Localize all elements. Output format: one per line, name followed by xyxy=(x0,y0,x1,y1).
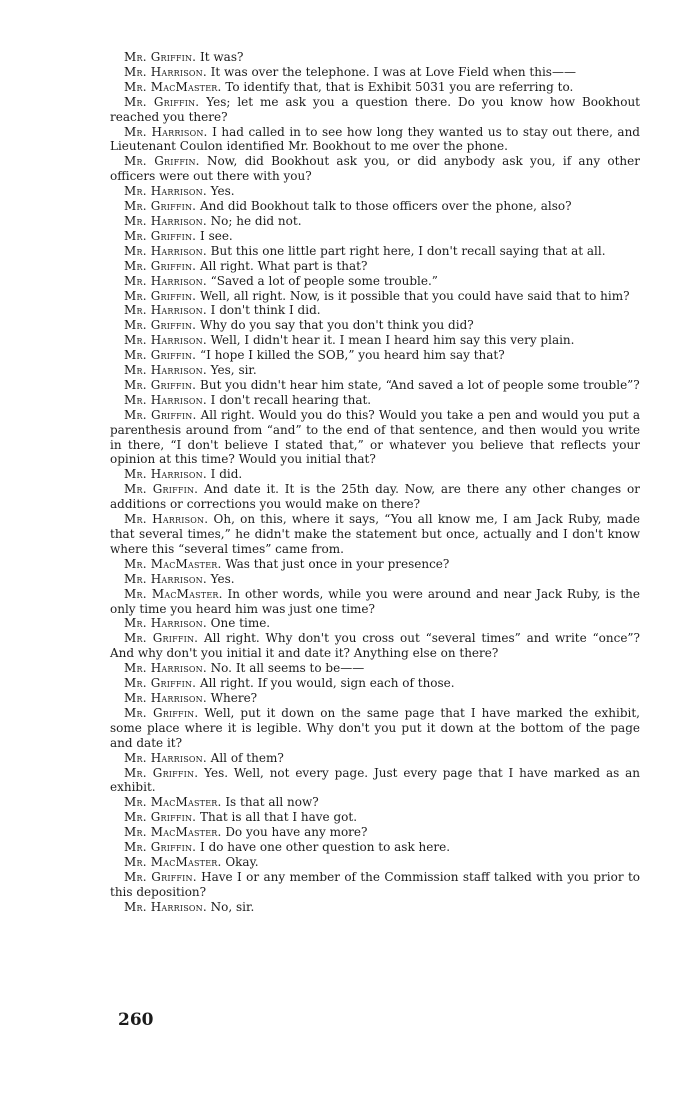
speech-text: And date it. It is the 25th day. Now, are there any other changes or additions or corrections you would make on there? xyxy=(110,482,640,512)
speech-text: All right. If you would, sign each of those. xyxy=(200,676,455,691)
speaker-name: Mr. MacMaster. xyxy=(124,825,222,840)
transcript-paragraph xyxy=(110,303,640,318)
transcript-paragraph xyxy=(110,318,640,333)
transcript-paragraph xyxy=(110,50,640,65)
speech-text: Well, I didn't hear it. I mean I heard him say this very plain. xyxy=(210,333,575,348)
speech-text: It was? xyxy=(200,50,244,64)
transcript-paragraph xyxy=(110,199,640,214)
speaker-name: Mr. Harrison. xyxy=(124,333,207,348)
speaker-name: Mr. Griffin. xyxy=(124,840,197,855)
speech-text: It was over the telephone. I was at Love Field when this—— xyxy=(210,64,576,79)
transcript-paragraph xyxy=(110,512,640,557)
transcript-paragraph xyxy=(110,900,640,915)
speech-text: Do you have any more? xyxy=(225,825,368,840)
speaker-name: Mr. Griffin. xyxy=(124,377,197,392)
speech-text: Yes, sir. xyxy=(210,363,257,378)
transcript-paragraph xyxy=(110,229,640,244)
transcript-paragraph xyxy=(110,482,640,512)
speaker-name: Mr. Harrison. xyxy=(124,273,207,288)
transcript-paragraph xyxy=(110,274,640,289)
transcript-paragraph xyxy=(110,616,640,631)
speech-text: Why do you say that you don't think you did? xyxy=(200,318,474,333)
speaker-name: Mr. Griffin. xyxy=(124,631,199,646)
speaker-name: Mr. MacMaster. xyxy=(124,586,223,601)
speaker-name: Mr. Harrison. xyxy=(124,243,207,258)
transcript-paragraph xyxy=(110,706,640,751)
transcript-paragraph xyxy=(110,467,640,482)
speaker-name: Mr. Harrison. xyxy=(124,571,207,586)
transcript-paragraph xyxy=(110,289,640,304)
speaker-name: Mr. Griffin. xyxy=(124,199,197,214)
speaker-name: Mr. Harrison. xyxy=(124,661,207,676)
speech-text: That is all that I have got. xyxy=(200,810,358,825)
transcript-paragraph xyxy=(110,676,640,691)
speaker-name: Mr. Harrison. xyxy=(124,750,207,765)
speaker-name: Mr. Griffin. xyxy=(124,154,200,169)
speech-text: “Saved a lot of people some trouble.” xyxy=(210,273,438,288)
transcript-paragraph xyxy=(110,795,640,810)
transcript-paragraph xyxy=(110,184,640,199)
transcript-paragraph xyxy=(110,259,640,274)
speaker-name: Mr. Harrison. xyxy=(124,363,207,378)
speech-text: I did. xyxy=(210,467,243,482)
speaker-name: Mr. Griffin. xyxy=(124,407,197,422)
transcript-paragraph xyxy=(110,214,640,229)
speaker-name: Mr. Griffin. xyxy=(124,705,199,720)
speaker-name: Mr. Griffin. xyxy=(124,765,199,780)
speech-text: No; he did not. xyxy=(210,213,302,228)
speech-text: Well, all right. Now, is it possible that you could have said that to him? xyxy=(200,288,630,303)
speaker-name: Mr. Griffin. xyxy=(124,676,197,691)
speech-text: Where? xyxy=(210,690,258,705)
speech-text: Have I or any member of the Commission staff talked with you prior to this deposition? xyxy=(110,869,640,899)
transcript-paragraph xyxy=(110,393,640,408)
speaker-name: Mr. Harrison. xyxy=(124,184,207,199)
speaker-name: Mr. MacMaster. xyxy=(124,795,222,810)
transcript-paragraph xyxy=(110,80,640,95)
speech-text: I see. xyxy=(200,228,233,243)
speaker-name: Mr. MacMaster. xyxy=(124,854,222,869)
transcript-body xyxy=(110,50,640,915)
transcript-paragraph xyxy=(110,825,640,840)
transcript-paragraph xyxy=(110,870,640,900)
speech-text: All right. Why don't you cross out “several times” and write “once”? And why don't you initial it and date it? Anything else on there? xyxy=(110,631,640,661)
transcript-paragraph xyxy=(110,363,640,378)
transcript-paragraph xyxy=(110,751,640,766)
transcript-paragraph xyxy=(110,691,640,706)
speaker-name: Mr. Griffin. xyxy=(124,94,200,109)
speech-text: I don't recall hearing that. xyxy=(210,392,372,407)
transcript-paragraph xyxy=(110,587,640,617)
speech-text: All of them? xyxy=(210,750,284,765)
transcript-paragraph xyxy=(110,154,640,184)
speaker-name: Mr. Harrison. xyxy=(124,616,207,631)
speech-text: Is that all now? xyxy=(225,795,319,810)
transcript-paragraph xyxy=(110,333,640,348)
transcript-paragraph xyxy=(110,408,640,468)
transcript-paragraph xyxy=(110,810,640,825)
transcript-paragraph xyxy=(110,378,640,393)
speaker-name: Mr. Griffin. xyxy=(124,869,197,884)
transcript-paragraph xyxy=(110,572,640,587)
speaker-name: Mr. Harrison. xyxy=(124,392,207,407)
speaker-name: Mr. Griffin. xyxy=(124,228,197,243)
transcript-paragraph xyxy=(110,557,640,572)
speaker-name: Mr. Griffin. xyxy=(124,348,197,363)
transcript-paragraph xyxy=(110,65,640,80)
speech-text: “I hope I killed the SOB,” you heard him say that? xyxy=(200,348,505,363)
speaker-name: Mr. Harrison. xyxy=(124,690,207,705)
speech-text: To identify that, that is Exhibit 5031 you are referring to. xyxy=(225,79,574,94)
speaker-name: Mr. Griffin. xyxy=(124,258,197,273)
speaker-name: Mr. Griffin. xyxy=(124,50,197,64)
speaker-name: Mr. MacMaster. xyxy=(124,79,222,94)
speaker-name: Mr. Harrison. xyxy=(124,124,208,139)
transcript-paragraph xyxy=(110,95,640,125)
speech-text: I do have one other question to ask here. xyxy=(200,840,451,855)
speech-text: Was that just once in your presence? xyxy=(225,556,450,571)
speech-text: Okay. xyxy=(225,854,259,869)
speech-text: Oh, on this, where it says, “You all know me, I am Jack Ruby, made that several times,” he didn't make the statement but once, actually and I don't know where this “several times” came from. xyxy=(110,512,640,556)
speech-text: Yes. xyxy=(210,571,235,586)
speech-text: No. It all seems to be—— xyxy=(210,661,365,676)
transcript-paragraph xyxy=(110,348,640,363)
speaker-name: Mr. Griffin. xyxy=(124,482,199,497)
speaker-name: Mr. Harrison. xyxy=(124,899,207,914)
speech-text: Well, put it down on the same page that I have marked the exhibit, some place where it is legible. Why don't you put it down at the bottom of the page and date it? xyxy=(110,705,641,750)
transcript-paragraph xyxy=(110,661,640,676)
speech-text: No, sir. xyxy=(210,899,255,914)
transcript-paragraph xyxy=(110,766,640,796)
transcript-paragraph xyxy=(110,631,640,661)
speaker-name: Mr. Harrison. xyxy=(124,64,207,79)
speaker-name: Mr. MacMaster. xyxy=(124,556,222,571)
speech-text: But this one little part right here, I don't recall saying that at all. xyxy=(210,243,606,258)
speech-text: All right. Would you do this? Would you take a pen and would you put a parenthesis around from “and” to the end of that sentence, and then would you write in there, “I don't believe I stated that,” or whatever you believe that reflects your opinion at this time? Would you initial that? xyxy=(110,407,640,467)
speech-text: All right. What part is that? xyxy=(200,258,368,273)
speech-text: Yes; let me ask you a question there. Do you know how Bookhout reached you there? xyxy=(110,94,640,124)
speech-text: And did Bookhout talk to those officers over the phone, also? xyxy=(200,199,572,214)
speaker-name: Mr. Griffin. xyxy=(124,810,197,825)
speech-text: Yes. Well, not every page. Just every page that I have marked as an exhibit. xyxy=(110,765,640,795)
transcript-paragraph xyxy=(110,125,640,155)
transcript-paragraph xyxy=(110,840,640,855)
speech-text: Yes. xyxy=(210,184,235,199)
speech-text: But you didn't hear him state, “And saved a lot of people some trouble”? xyxy=(200,377,640,392)
speech-text: One time. xyxy=(210,616,271,631)
transcript-paragraph xyxy=(110,855,640,870)
speaker-name: Mr. Harrison. xyxy=(124,512,209,527)
page-number: 260 xyxy=(118,1010,154,1030)
speech-text: I don't think I did. xyxy=(210,303,321,318)
speaker-name: Mr. Griffin. xyxy=(124,288,197,303)
transcript-paragraph xyxy=(110,244,640,259)
speech-text: Now, did Bookhout ask you, or did anybody ask you, if any other officers were out there with you? xyxy=(110,154,640,184)
speaker-name: Mr. Harrison. xyxy=(124,303,207,318)
speaker-name: Mr. Harrison. xyxy=(124,213,207,228)
speech-text: I had called in to see how long they wanted us to stay out there, and Lieutenant Coulon identified Mr. Bookhout to me over the phone. xyxy=(110,124,640,154)
speaker-name: Mr. Harrison. xyxy=(124,467,207,482)
speaker-name: Mr. Griffin. xyxy=(124,318,197,333)
speech-text: In other words, while you were around and near Jack Ruby, is the only time you heard him was just one time? xyxy=(110,586,640,616)
